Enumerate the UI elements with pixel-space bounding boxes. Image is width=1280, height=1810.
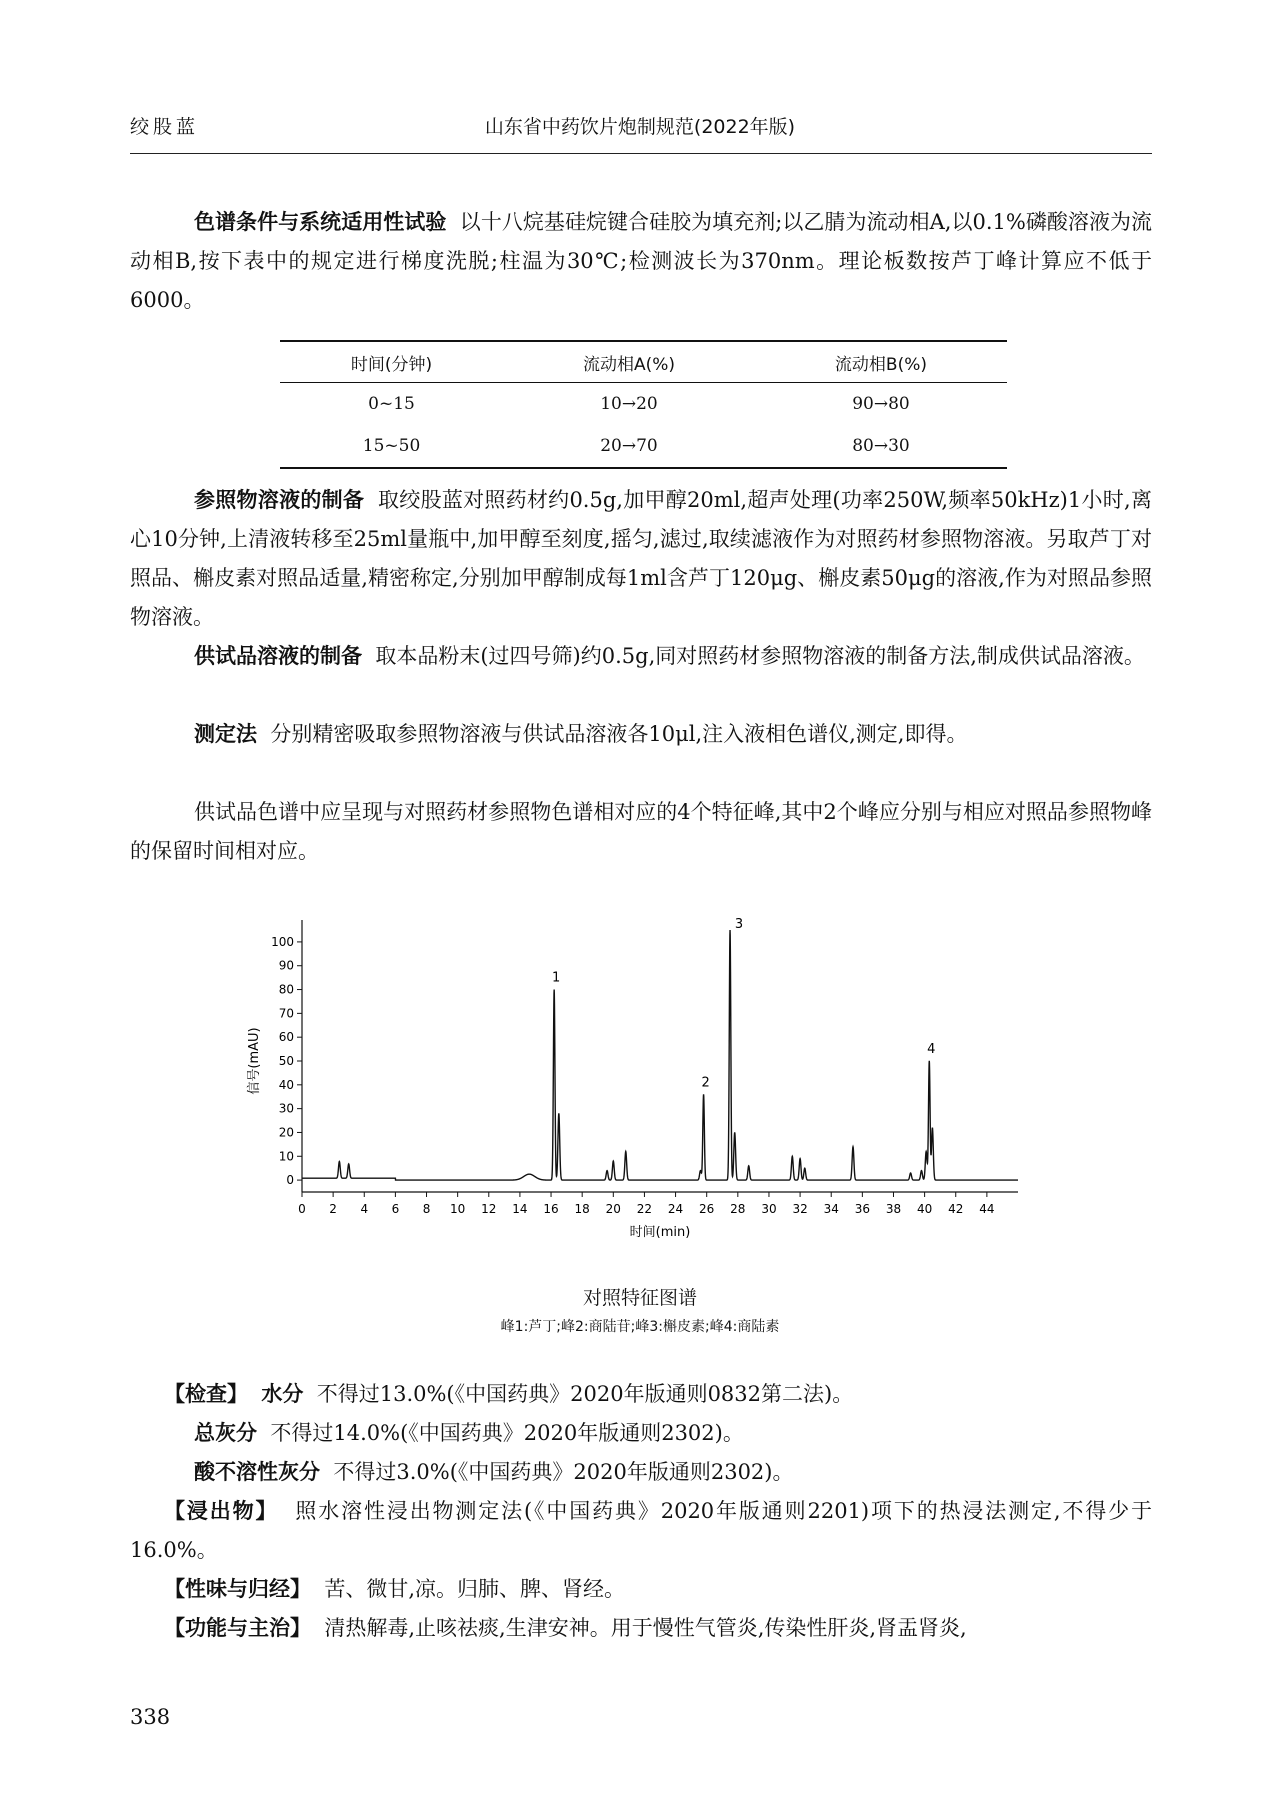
table-header-cell: 流动相A(%) bbox=[503, 341, 755, 383]
table-cell: 80→30 bbox=[755, 425, 1007, 468]
chromatogram-trace bbox=[302, 930, 1018, 1180]
x-tick-label: 32 bbox=[792, 1202, 808, 1216]
x-tick-label: 30 bbox=[761, 1202, 777, 1216]
table-row bbox=[280, 383, 1007, 426]
section-requirement bbox=[130, 793, 1152, 871]
table-row bbox=[280, 425, 1007, 468]
section-label: 供试品溶液的制备 bbox=[194, 644, 362, 668]
x-tick-label: 20 bbox=[605, 1202, 621, 1216]
chart-caption: 对照特征图谱 bbox=[582, 1287, 697, 1309]
table-cell: 0~15 bbox=[368, 394, 415, 414]
table-cell: 15~50 bbox=[280, 425, 503, 468]
header-rule bbox=[130, 153, 1152, 154]
section-text: 供试品色谱中应呈现与对照药材参照物色谱相对应的4个特征峰,其中2个峰应分别与相应对照品参照物峰的保留时间相对应。 bbox=[130, 800, 1152, 863]
y-tick-label: 50 bbox=[278, 1054, 294, 1068]
y-axis bbox=[271, 920, 302, 1192]
peak-label: 4 bbox=[927, 1042, 936, 1057]
x-tick-label: 44 bbox=[979, 1202, 995, 1216]
x-axis-label: 时间(min) bbox=[629, 1225, 691, 1240]
section-text: 不得过3.0%(《中国药典》2020年版通则2302)。 bbox=[333, 1460, 794, 1484]
x-tick-label: 14 bbox=[512, 1202, 528, 1216]
x-tick-label: 2 bbox=[329, 1202, 337, 1216]
section-label: 【功能与主治】 bbox=[164, 1616, 311, 1640]
section-test-solution bbox=[130, 637, 1152, 676]
y-tick-label: 60 bbox=[278, 1030, 294, 1045]
section-reference-solution bbox=[130, 481, 1152, 637]
section-text: 苦、微甘,凉。归肺、脾、肾经。 bbox=[324, 1577, 626, 1601]
table-header-row bbox=[280, 341, 1007, 383]
x-tick-label: 40 bbox=[916, 1202, 933, 1216]
y-tick-label: 0 bbox=[286, 1173, 294, 1188]
x-tick-label: 0 bbox=[298, 1202, 306, 1216]
table-cell: 90→80 bbox=[852, 394, 910, 414]
x-tick-label: 22 bbox=[636, 1202, 653, 1216]
section-label: 【检查】 bbox=[164, 1382, 248, 1406]
y-tick-label: 10 bbox=[278, 1149, 294, 1164]
y-tick-label: 70 bbox=[278, 1006, 294, 1021]
gradient-table bbox=[280, 340, 1007, 469]
x-tick-label: 34 bbox=[823, 1202, 839, 1216]
y-axis-label: 信号(mAU) bbox=[247, 1027, 262, 1095]
peak-label: 3 bbox=[734, 917, 744, 932]
peak-label: 2 bbox=[701, 1075, 710, 1091]
x-tick-label: 36 bbox=[854, 1202, 870, 1216]
section-label: 测定法 bbox=[194, 722, 257, 746]
page-number: 338 bbox=[130, 1705, 171, 1729]
x-tick-label: 26 bbox=[699, 1202, 715, 1216]
x-tick-label: 10 bbox=[450, 1202, 466, 1216]
x-tick-label: 12 bbox=[481, 1202, 497, 1216]
x-tick-label: 24 bbox=[667, 1202, 684, 1216]
section-text: 以十八烷基硅烷键合硅胶为填充剂;以乙腈为流动相A,以0.1%磷酸溶液为流动相B,按下表中的规定进行梯度洗脱;柱温为30℃;检测波长为370nm。理论板数按芦丁峰计算应不低于6000。 bbox=[130, 210, 1153, 312]
section-text: 分别精密吸取参照物溶液与供试品溶液各10μl,注入液相色谱仪,测定,即得。 bbox=[270, 722, 968, 746]
section-nature-meridian bbox=[130, 1570, 1152, 1609]
x-tick-label: 42 bbox=[948, 1202, 964, 1216]
table-header-cell: 时间(分钟) bbox=[280, 341, 503, 383]
section-acid-insoluble-ash bbox=[130, 1453, 1152, 1492]
running-header-title: 山东省中药饮片炮制规范(2022年版) bbox=[484, 116, 796, 138]
section-method bbox=[130, 715, 1152, 754]
x-axis bbox=[298, 1192, 1018, 1216]
x-tick-label: 28 bbox=[730, 1202, 746, 1216]
section-text: 取绞股蓝对照药材约0.5g,加甲醇20ml,超声处理(功率250W,频率50kHz)1小时,离心10分钟,上清液转移至25ml量瓶中,加甲醇至刻度,摇匀,滤过,取续滤液作为对照药材参照物溶液。另取芦丁对照品、槲皮素对照品适量,精密称定,分别加甲醇制成每1ml含芦丁120μg、槲皮素50μg的溶液,作为对照品参照物溶液。 bbox=[130, 488, 1152, 629]
y-tick-label: 40 bbox=[278, 1077, 294, 1092]
section-inspection bbox=[130, 1375, 1152, 1414]
y-tick-label: 80 bbox=[278, 982, 294, 997]
section-text: 照水溶性浸出物测定法(《中国药典》2020年版通则2201)项下的热浸法测定,不得少于16.0%。 bbox=[130, 1499, 1152, 1562]
section-label: 参照物溶液的制备 bbox=[194, 488, 365, 512]
table-cell: 10→20 bbox=[600, 394, 658, 414]
section-sublabel: 水分 bbox=[261, 1382, 304, 1406]
chromatogram-chart bbox=[240, 910, 1040, 1270]
section-extract bbox=[130, 1492, 1152, 1570]
section-text: 清热解毒,止咳祛痰,生津安神。用于慢性气管炎,传染性肝炎,肾盂肾炎, bbox=[324, 1616, 967, 1640]
y-tick-label: 100 bbox=[271, 934, 294, 949]
table-cell: 20→70 bbox=[503, 425, 755, 468]
section-label: 总灰分 bbox=[194, 1421, 257, 1445]
section-chromatographic-conditions bbox=[130, 203, 1152, 320]
x-tick-label: 4 bbox=[360, 1202, 369, 1216]
section-text: 不得过14.0%(《中国药典》2020年版通则2302)。 bbox=[270, 1421, 744, 1445]
peak-labels bbox=[552, 917, 935, 1090]
section-text: 不得过13.0%(《中国药典》2020年版通则0832第二法)。 bbox=[316, 1382, 854, 1406]
section-function-indication bbox=[130, 1609, 1152, 1648]
x-tick-label: 38 bbox=[885, 1202, 902, 1216]
section-label: 【性味与归经】 bbox=[164, 1577, 311, 1601]
section-text: 取本品粉末(过四号筛)约0.5g,同对照药材参照物溶液的制备方法,制成供试品溶液。 bbox=[375, 644, 1145, 668]
section-total-ash bbox=[130, 1414, 1152, 1453]
section-label: 色谱条件与系统适用性试验 bbox=[194, 210, 447, 234]
x-tick-label: 8 bbox=[422, 1202, 431, 1216]
y-tick-label: 30 bbox=[278, 1101, 294, 1116]
table-header-cell: 流动相B(%) bbox=[755, 341, 1007, 383]
peak-label: 1 bbox=[552, 970, 561, 986]
x-tick-label: 18 bbox=[574, 1202, 590, 1216]
running-header-left: 绞股蓝 bbox=[130, 116, 200, 138]
section-label: 【浸出物】 bbox=[164, 1499, 279, 1523]
section-label: 酸不溶性灰分 bbox=[194, 1460, 320, 1484]
x-tick-label: 16 bbox=[543, 1202, 559, 1216]
chart-legend: 峰1:芦丁;峰2:商陆苷;峰3:槲皮素;峰4:商陆素 bbox=[500, 1319, 780, 1335]
y-tick-label: 90 bbox=[278, 958, 294, 973]
y-tick-label: 20 bbox=[278, 1125, 294, 1140]
x-tick-label: 6 bbox=[391, 1202, 400, 1216]
